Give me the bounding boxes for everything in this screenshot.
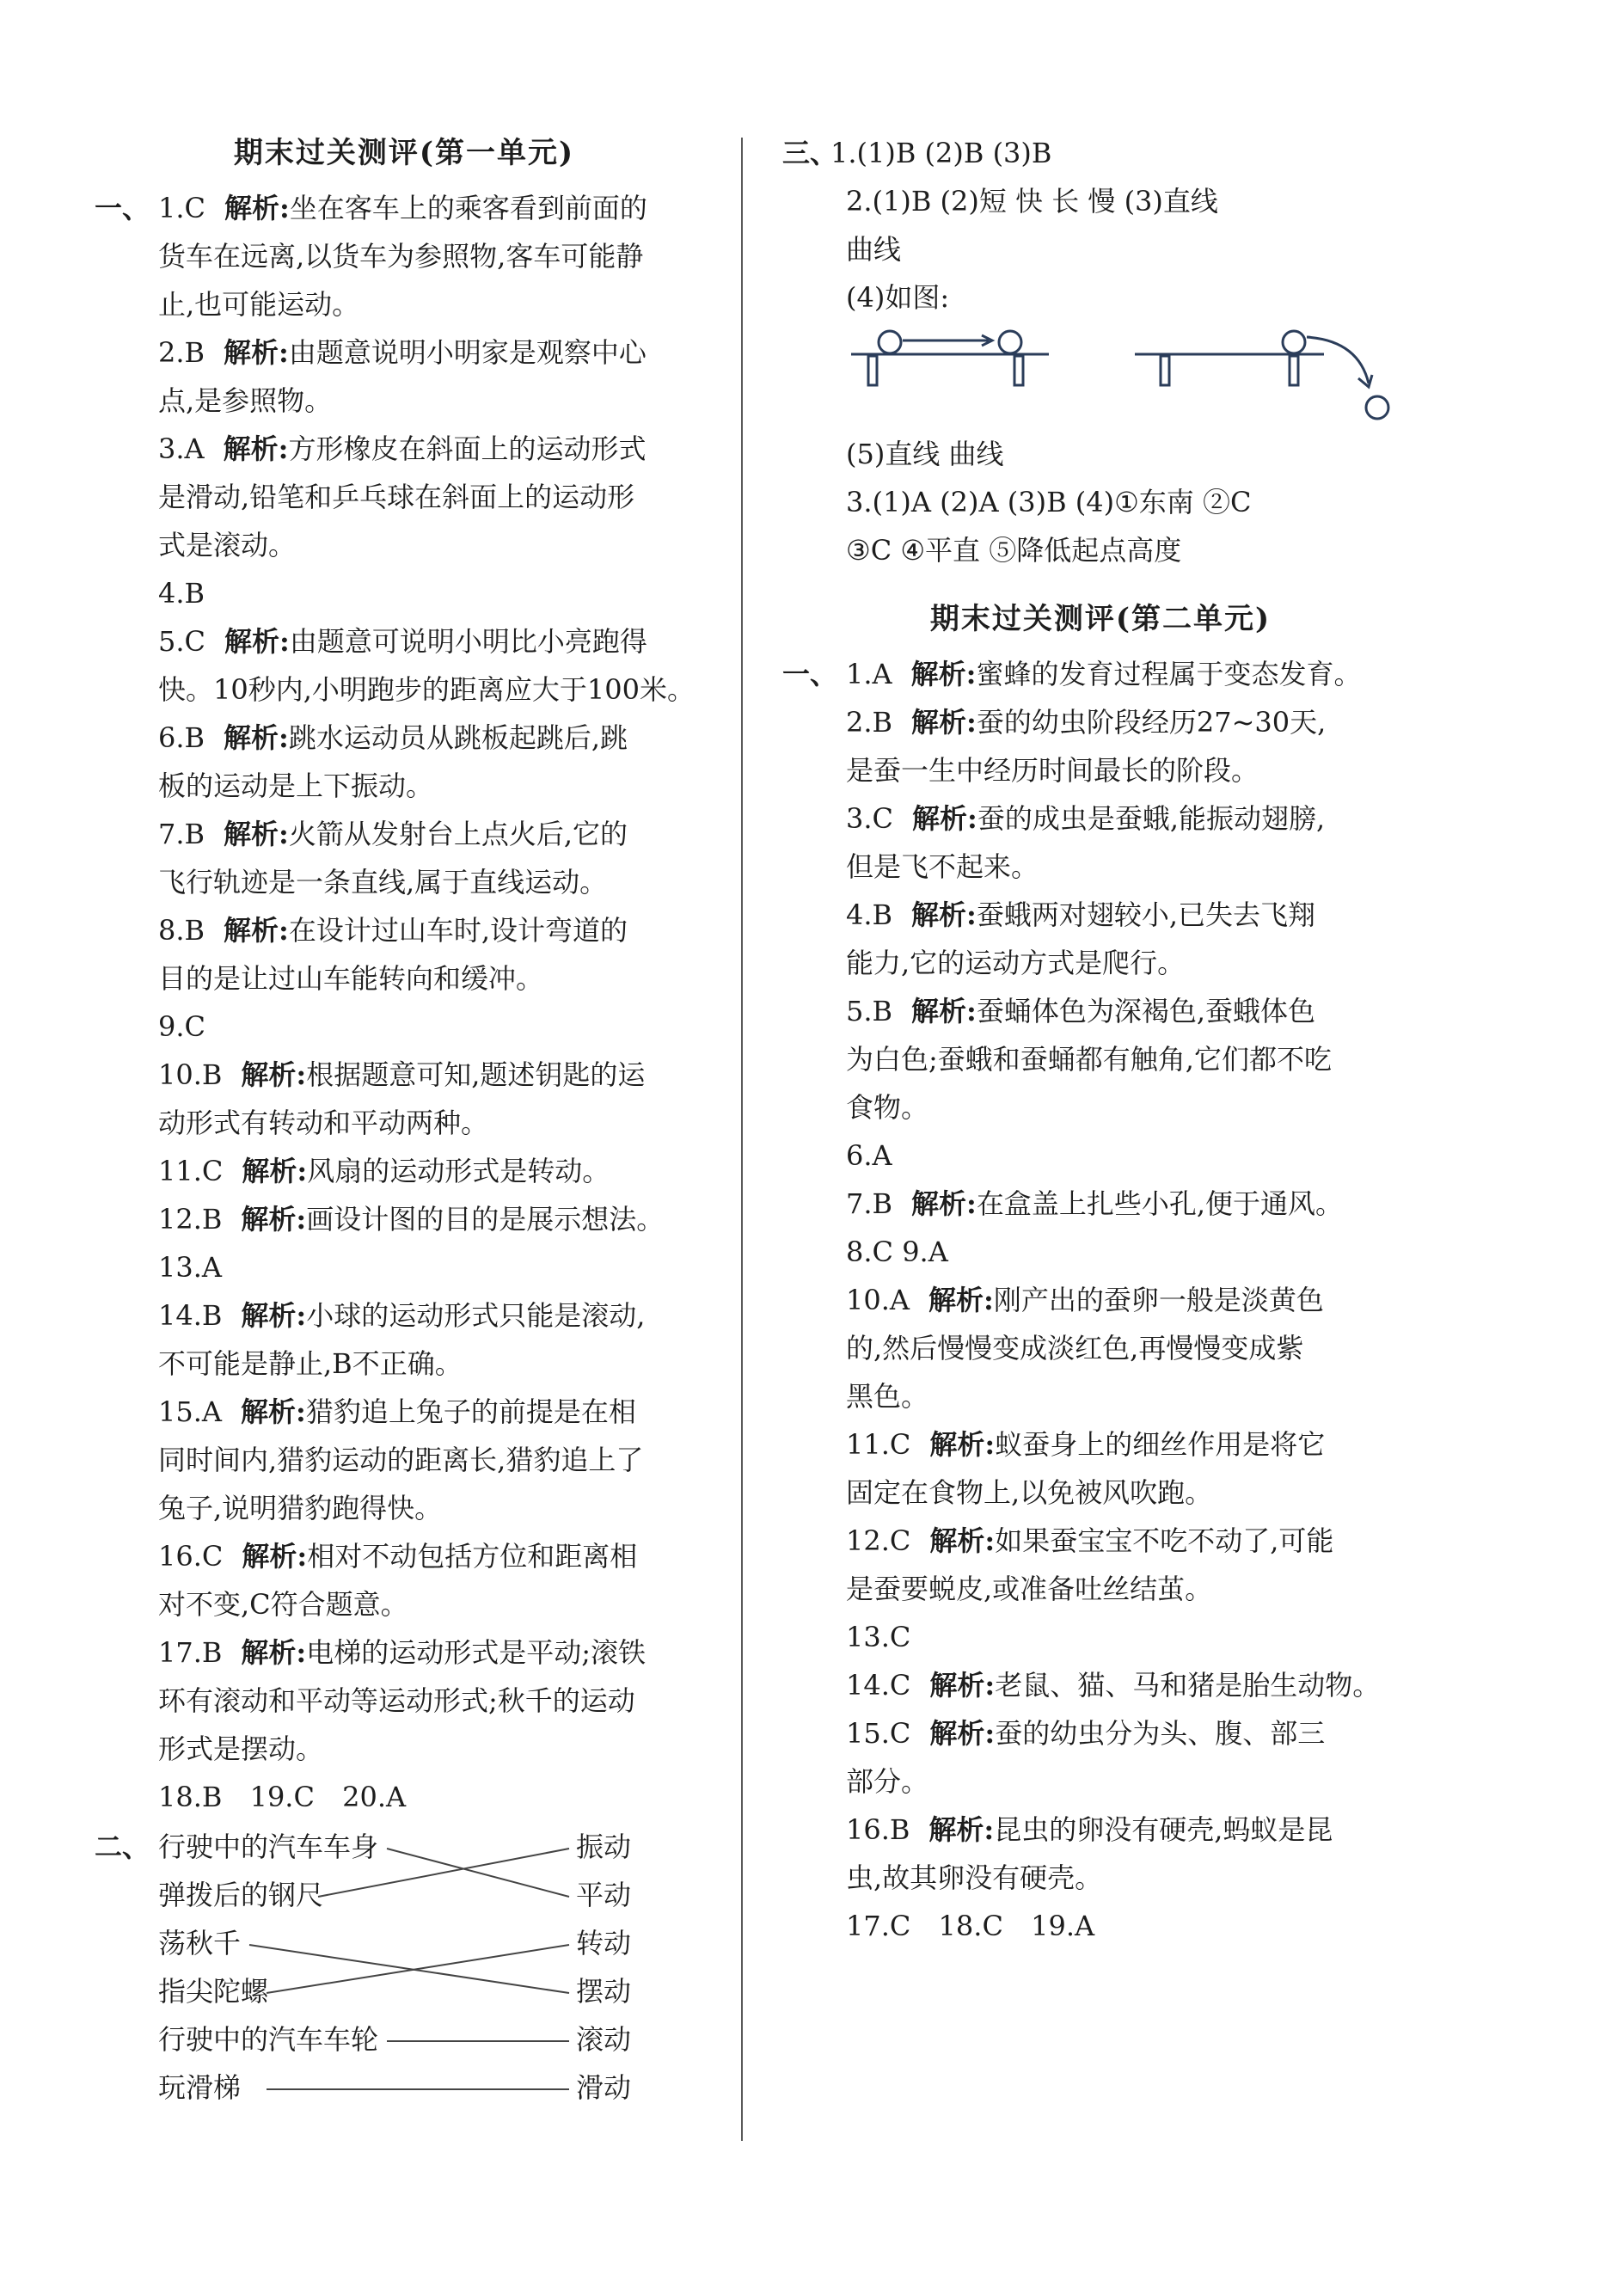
analysis-label: 解析: — [223, 432, 289, 465]
unit2-title: 期末过关测评(第二单元) — [929, 602, 1272, 636]
answer-text: 方形橡皮在斜面上的运动形式 — [288, 432, 647, 465]
ball-motion-figure — [843, 323, 1427, 426]
answer-continuation — [782, 1565, 1419, 1613]
part3-q2-fig-label: (4)如图: — [846, 281, 950, 314]
answer-item — [95, 328, 714, 377]
matching-row — [95, 2015, 714, 2064]
answer-item — [95, 1628, 714, 1677]
answer-item — [782, 987, 1419, 1035]
answer-item — [95, 1003, 714, 1051]
analysis-label: 解析: — [911, 706, 977, 739]
analysis-label: 解析: — [224, 818, 289, 850]
part3-q1-answer: 1.(1)B (2)B (3)B — [830, 137, 1052, 169]
answer-item — [95, 184, 714, 232]
unit1-last-line — [95, 1773, 714, 1821]
answer-number: 13.C — [846, 1621, 911, 1653]
answer-item — [782, 1228, 1419, 1276]
answer-item — [95, 1243, 714, 1291]
part3-q3-line2: ③C ④平直 ⑤降低起点高度 — [846, 534, 1182, 567]
answer-number: 16.B — [846, 1813, 910, 1846]
answer-text: 蚁蚕身上的细丝作用是将它 — [995, 1428, 1326, 1461]
answer-number: 2.B — [158, 336, 205, 369]
answer-number: 13.A — [158, 1251, 222, 1284]
answer-item — [782, 1276, 1419, 1324]
answer-continuation — [95, 1099, 714, 1147]
answer-text: 蚕的幼虫阶段经历27~30天, — [976, 706, 1327, 739]
answer-continuation — [95, 1725, 714, 1773]
matching-left-item: 行驶中的汽车车身 — [158, 1831, 379, 1863]
answer-item — [95, 906, 714, 954]
answer-item — [782, 1806, 1419, 1854]
matching-row — [95, 1967, 714, 2015]
unit1-title: 期末过关测评(第一单元) — [233, 136, 575, 170]
answer-number: 8.C 9.A — [846, 1236, 948, 1268]
answer-continuation — [95, 1580, 714, 1628]
answer-text: 坐在客车上的乘客看到前面的 — [289, 192, 647, 224]
answer-continuation — [95, 1436, 714, 1484]
answer-item — [95, 810, 714, 858]
analysis-label: 解析: — [224, 721, 289, 754]
unit2-last-line — [782, 1902, 1419, 1950]
answer-continuation — [95, 280, 714, 328]
answer-continuation — [782, 1035, 1419, 1083]
answer-item — [95, 1291, 714, 1340]
answer-text: 蚕的成虫是蚕蛾,能振动翅膀, — [977, 802, 1326, 835]
answer-text: 黑色。 — [846, 1380, 929, 1413]
answer-text: 止,也可能运动。 — [158, 288, 360, 321]
answer-text: 形式是摆动。 — [158, 1732, 324, 1765]
answer-item — [95, 1532, 714, 1580]
answer-number: 8.B — [158, 914, 205, 947]
analysis-label: 解析: — [224, 336, 289, 369]
answer-item — [782, 1709, 1419, 1757]
section1-marker: 一、 — [782, 658, 838, 690]
analysis-label: 解析: — [242, 1540, 308, 1573]
matching-left-item: 指尖陀螺 — [158, 1975, 269, 2008]
answer-number: 5.C — [158, 625, 206, 658]
motion-diagram — [843, 323, 1419, 426]
answer-number: 4.B — [846, 898, 893, 931]
answer-item — [95, 617, 714, 665]
matching-left-item: 行驶中的汽车车轮 — [158, 2023, 379, 2056]
analysis-label: 解析: — [912, 802, 977, 835]
right-column — [782, 129, 1419, 1950]
answer-item — [782, 794, 1419, 843]
answer-number: 6.B — [158, 721, 205, 754]
answer-text: 环有滚动和平动等运动形式;秋千的运动 — [158, 1684, 635, 1717]
answer-text: 由题意说明小明家是观察中心 — [288, 336, 647, 369]
analysis-label: 解析: — [242, 1155, 308, 1187]
table-1-leg — [1014, 356, 1023, 385]
ball-start — [879, 331, 901, 353]
answer-text: 是滑动,铅笔和乒乓球在斜面上的运动形 — [158, 481, 635, 513]
answer-text: 食物。 — [846, 1091, 929, 1124]
answer-text: 根据题意可知,题述钥匙的运 — [306, 1058, 646, 1091]
answer-text: 点,是参照物。 — [158, 384, 333, 417]
answer-item — [95, 1195, 714, 1243]
answer-text: 火箭从发射台上点火后,它的 — [288, 818, 628, 850]
analysis-label: 解析: — [928, 1813, 995, 1846]
answer-continuation — [95, 232, 714, 280]
answer-19: 19.A — [1031, 1910, 1095, 1942]
table-1-leg — [868, 356, 877, 385]
answer-number: 15.C — [846, 1717, 911, 1750]
answer-number: 7.B — [846, 1187, 893, 1220]
part3-q2-line1: 2.(1)B (2)短 快 长 慢 (3)直线 — [846, 185, 1218, 218]
answer-text: 老鼠、猫、马和猪是胎生动物。 — [995, 1669, 1381, 1702]
analysis-label: 解析: — [928, 1284, 994, 1316]
answer-text: 跳水运动员从跳板起跳后,跳 — [288, 721, 628, 754]
answer-number: 3.C — [846, 802, 894, 835]
answer-text: 猎豹追上兔子的前提是在相 — [305, 1395, 636, 1428]
answer-number: 2.B — [846, 706, 893, 739]
answer-number: 1.C — [158, 192, 206, 224]
section3-marker: 三、 — [782, 137, 838, 169]
table-2-leg — [1290, 356, 1298, 385]
answer-number: 5.B — [846, 995, 893, 1027]
unit1-answer-list — [95, 184, 714, 1773]
answer-number: 17.B — [158, 1636, 223, 1669]
answer-text: 固定在食物上,以免被风吹跑。 — [846, 1476, 1213, 1509]
analysis-label: 解析: — [224, 914, 289, 947]
matching-row — [95, 1871, 714, 1919]
part3-q2-line2: 曲线 — [846, 233, 902, 266]
answer-text: 电梯的运动形式是平动;滚铁 — [306, 1636, 647, 1669]
part3-q3-line1: 3.(1)A (2)A (3)B (4)①东南 ②C — [846, 486, 1252, 518]
answer-continuation — [95, 1484, 714, 1532]
curve-arrow-head — [1358, 375, 1372, 387]
answer-text: 蚕蛹体色为深褐色,蚕蛾体色 — [976, 995, 1316, 1027]
answer-continuation — [95, 521, 714, 569]
answer-item — [95, 1388, 714, 1436]
answer-18: 18.B — [158, 1781, 223, 1813]
answer-text: 小球的运动形式只能是滚动, — [306, 1299, 646, 1332]
answer-number: 4.B — [158, 577, 205, 610]
answer-text: 虫,故其卵没有硬壳。 — [846, 1861, 1103, 1894]
curved-path — [1307, 337, 1369, 383]
answer-text: 是蚕要蜕皮,或准备吐丝结茧。 — [846, 1573, 1213, 1605]
answer-number: 14.B — [158, 1299, 223, 1332]
answer-text: 能力,它的运动方式是爬行。 — [846, 947, 1186, 979]
answer-item — [782, 1420, 1419, 1469]
analysis-label: 解析: — [929, 1669, 996, 1702]
answer-number: 1.A — [846, 658, 892, 690]
answer-continuation — [95, 858, 714, 906]
matching-right-item: 转动 — [576, 1927, 632, 1959]
answer-text: 昆虫的卵没有硬壳,蚂蚁是昆 — [994, 1813, 1333, 1846]
answer-18: 18.C — [938, 1910, 1003, 1942]
answer-text: 目的是让过山车能转向和缓冲。 — [158, 962, 544, 995]
answer-item — [95, 1147, 714, 1195]
matching-right-item: 滑动 — [576, 2071, 632, 2104]
answer-text: 兔子,说明猎豹跑得快。 — [158, 1492, 443, 1524]
answer-item — [95, 569, 714, 617]
analysis-label: 解析: — [911, 898, 977, 931]
answer-continuation — [782, 1854, 1419, 1902]
table-2-leg — [1161, 356, 1169, 385]
answer-text: 对不变,C符合题意。 — [158, 1588, 408, 1621]
answer-number: 12.B — [158, 1203, 223, 1236]
answer-item — [95, 425, 714, 473]
left-column — [95, 129, 714, 2115]
answer-text: 蚕的幼虫分为头、腹、部三 — [995, 1717, 1326, 1750]
answer-item — [95, 1051, 714, 1099]
column-divider — [741, 138, 743, 2141]
answer-continuation — [782, 746, 1419, 794]
answer-number: 16.C — [158, 1540, 224, 1573]
answer-17: 17.C — [846, 1910, 911, 1942]
analysis-label: 解析: — [241, 1395, 306, 1428]
matching-right-item: 摆动 — [576, 1975, 632, 2008]
answer-item — [782, 1613, 1419, 1661]
answer-text: 蜜蜂的发育过程属于变态发育。 — [976, 658, 1362, 690]
answer-number: 11.C — [158, 1155, 224, 1187]
analysis-label: 解析: — [224, 625, 290, 658]
answer-continuation — [782, 1324, 1419, 1372]
answer-text: 画设计图的目的是展示想法。 — [306, 1203, 665, 1236]
answer-text: 同时间内,猎豹运动的距离长,猎豹追上了 — [158, 1444, 644, 1476]
unit2-answer-list — [782, 650, 1419, 1902]
answer-text: 为白色;蚕蛾和蚕蛹都有触角,它们都不吃 — [846, 1043, 1332, 1076]
answer-number: 11.C — [846, 1428, 911, 1461]
answer-number: 3.A — [158, 432, 205, 465]
matching-row — [95, 1919, 714, 1967]
answer-continuation — [95, 377, 714, 425]
analysis-label: 解析: — [929, 1428, 996, 1461]
analysis-label: 解析: — [929, 1717, 996, 1750]
answer-text: 不可能是静止,B不正确。 — [158, 1347, 463, 1380]
answer-continuation — [782, 1757, 1419, 1806]
answer-20: 20.A — [342, 1781, 407, 1813]
analysis-label: 解析: — [910, 658, 977, 690]
answer-continuation — [95, 762, 714, 810]
answer-text: 刚产出的蚕卵一般是淡黄色 — [993, 1284, 1324, 1316]
answer-item — [782, 1517, 1419, 1565]
answer-text: 蚕蛾两对翅较小,已失去飞翔 — [976, 898, 1316, 931]
answer-text: 风扇的运动形式是转动。 — [307, 1155, 610, 1187]
answer-continuation — [95, 473, 714, 521]
answer-19: 19.C — [249, 1781, 315, 1813]
answer-text: 部分。 — [846, 1765, 929, 1798]
answer-text: 快。10秒内,小明跑步的距离应大于100米。 — [158, 673, 695, 706]
answer-item — [782, 650, 1419, 698]
answer-continuation — [782, 1372, 1419, 1420]
answer-text: 动形式有转动和平动两种。 — [158, 1107, 489, 1139]
matching-left-item: 弹拨后的钢尺 — [158, 1879, 324, 1911]
answer-text: 货车在远离,以货车为参照物,客车可能静 — [158, 240, 644, 273]
ball-fallen — [1366, 396, 1388, 419]
analysis-label: 解析: — [241, 1203, 307, 1236]
answer-item — [782, 1661, 1419, 1709]
answer-number: 6.A — [846, 1139, 892, 1172]
answer-continuation — [95, 665, 714, 714]
analysis-label: 解析: — [224, 192, 290, 224]
matching-left-item: 荡秋千 — [158, 1927, 242, 1959]
answer-item — [782, 698, 1419, 746]
answer-continuation — [95, 1340, 714, 1388]
answer-text: 如果蚕宝宝不吃不动了,可能 — [995, 1524, 1334, 1557]
answer-continuation — [95, 954, 714, 1003]
matching-row — [95, 1823, 714, 1871]
answer-number: 7.B — [158, 818, 205, 850]
answer-number: 10.A — [846, 1284, 910, 1316]
matching-right-item: 振动 — [576, 1831, 632, 1863]
answer-continuation — [782, 1083, 1419, 1131]
section2-marker: 二、 — [95, 1831, 150, 1863]
answer-continuation — [95, 1677, 714, 1725]
answer-number: 15.A — [158, 1395, 222, 1428]
matching-left-item: 玩滑梯 — [158, 2071, 242, 2104]
matching-exercise — [95, 1823, 714, 2115]
part3-q1 — [782, 129, 1419, 177]
answer-number: 10.B — [158, 1058, 223, 1091]
answer-continuation — [782, 1469, 1419, 1517]
answer-text: 是蚕一生中经历时间最长的阶段。 — [846, 754, 1259, 787]
answer-item — [782, 1131, 1419, 1180]
ball-end — [999, 331, 1021, 353]
answer-text: 在设计过山车时,设计弯道的 — [288, 914, 628, 947]
answer-continuation — [782, 939, 1419, 987]
answer-continuation — [782, 843, 1419, 891]
answer-text: 式是滚动。 — [158, 529, 297, 561]
answer-number: 12.C — [846, 1524, 911, 1557]
analysis-label: 解析: — [241, 1636, 307, 1669]
answer-text: 的,然后慢慢变成淡红色,再慢慢变成紫 — [846, 1332, 1304, 1364]
analysis-label: 解析: — [241, 1058, 307, 1091]
answer-text: 但是飞不起来。 — [846, 850, 1039, 883]
matching-right-item: 平动 — [576, 1879, 632, 1911]
answer-number: 9.C — [158, 1010, 206, 1043]
answer-item — [95, 714, 714, 762]
answer-item — [782, 891, 1419, 939]
matching-row — [95, 2064, 714, 2112]
answer-number: 14.C — [846, 1669, 911, 1702]
answer-text: 在盒盖上扎些小孔,便于通风。 — [976, 1187, 1344, 1220]
analysis-label: 解析: — [929, 1524, 996, 1557]
analysis-label: 解析: — [911, 1187, 977, 1220]
ball-edge — [1283, 331, 1305, 353]
analysis-label: 解析: — [911, 995, 977, 1027]
section1-marker: 一、 — [95, 192, 150, 224]
answer-item — [782, 1180, 1419, 1228]
matching-right-item: 滚动 — [576, 2023, 632, 2056]
answer-text: 飞行轨迹是一条直线,属于直线运动。 — [158, 866, 608, 898]
analysis-label: 解析: — [241, 1299, 307, 1332]
answer-text: 板的运动是上下振动。 — [158, 770, 434, 802]
answer-text: 相对不动包括方位和距离相 — [307, 1540, 638, 1573]
part3-q2-5: (5)直线 曲线 — [846, 438, 1004, 470]
answer-text: 由题意可说明小明比小亮跑得 — [289, 625, 647, 658]
